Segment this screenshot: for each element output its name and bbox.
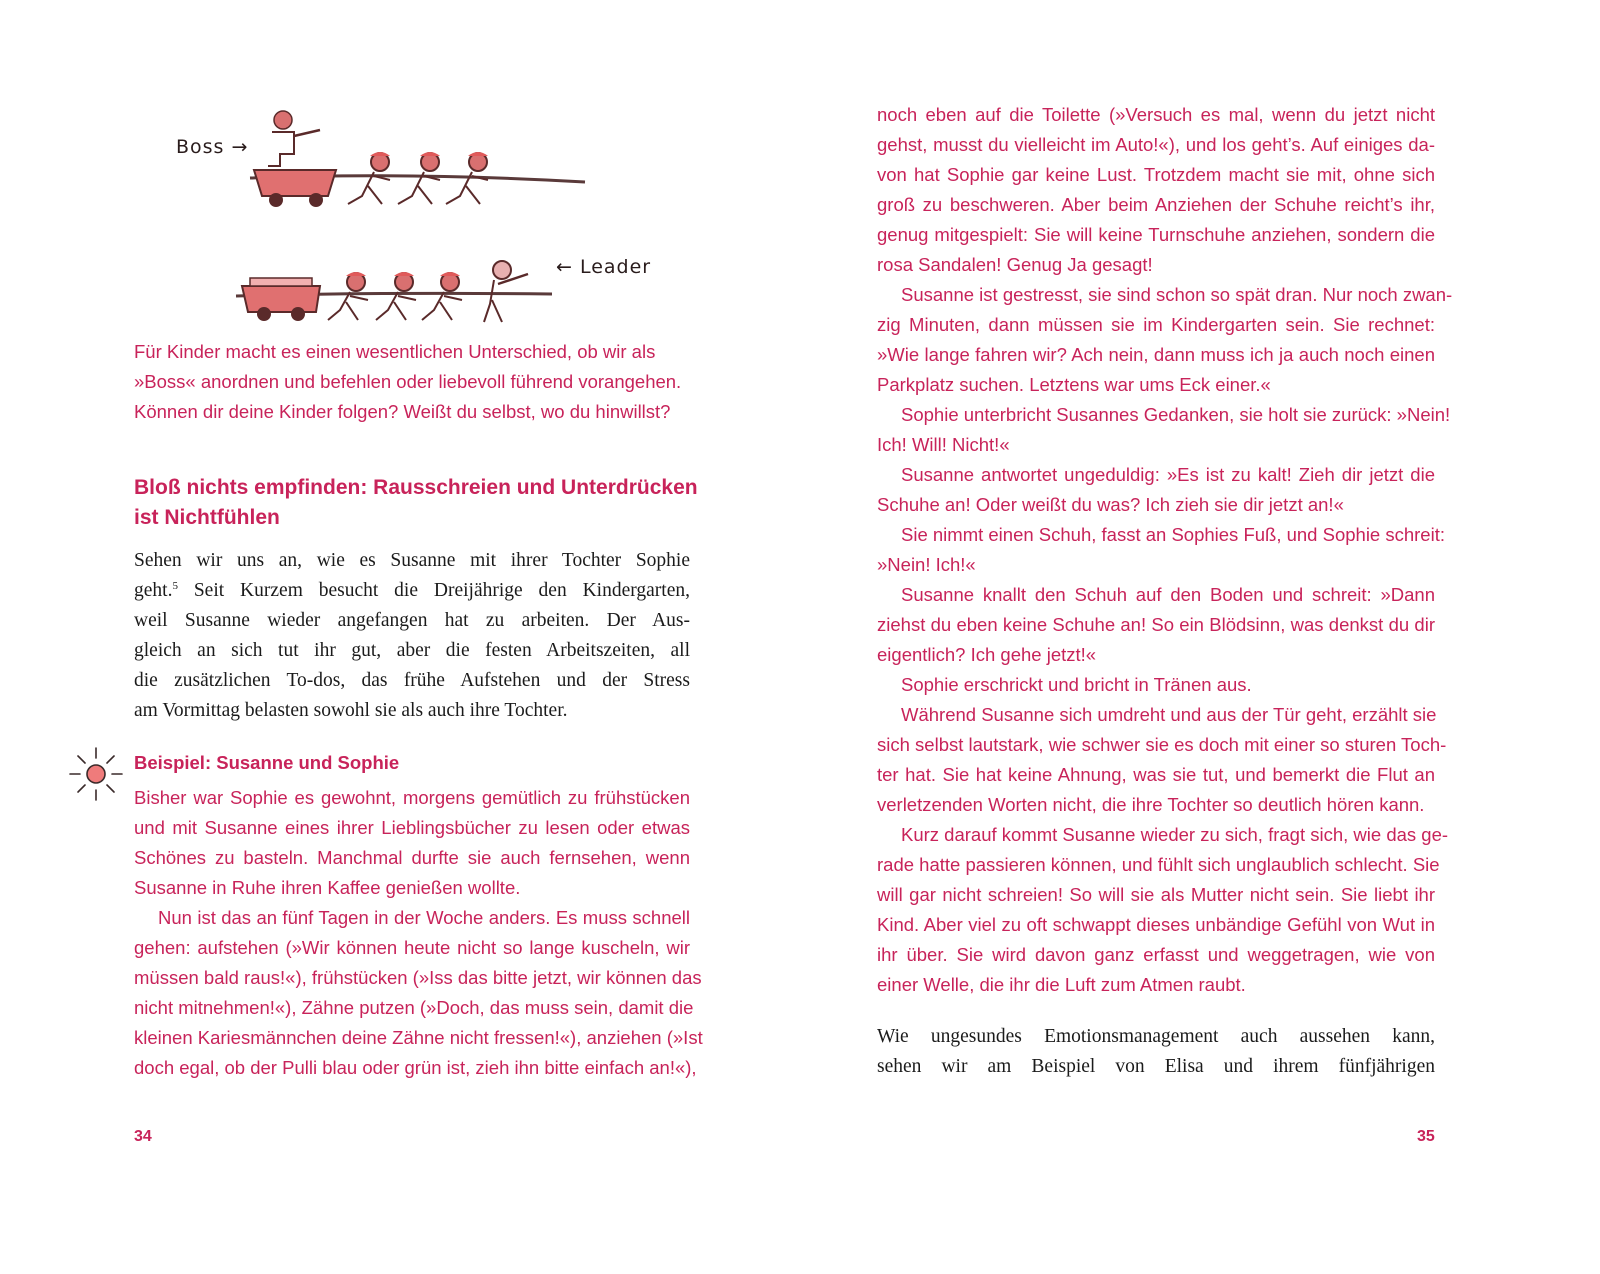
example-title [134, 748, 694, 778]
example-line: »Wie lange fahren wir? Ach nein, dann muss ich ja auch noch einen [877, 344, 1435, 365]
example-line: Parkplatz suchen. Letztens war ums Eck einer.« [877, 374, 1271, 395]
example-line: rosa Sandalen! Genug Ja gesagt! [877, 254, 1153, 275]
right-page [800, 0, 1600, 1274]
example-line: groß zu beschweren. Aber beim Anziehen der Schuhe reicht’s ihr, [877, 194, 1435, 215]
body-line: die zusätzlichen To-dos, das frühe Aufstehen und der Stress [134, 670, 690, 691]
footnote-reference: 5 [172, 580, 178, 592]
example-text-left [134, 783, 703, 1083]
example-line: will gar nicht schreien! So will sie als Mutter nicht sein. Sie liebt ihr [877, 884, 1435, 905]
example-line: Sophie unterbricht Susannes Gedanken, sie holt sie zurück: »Nein! [901, 404, 1451, 425]
boss-illustration [250, 100, 590, 220]
heading-line: ist Nichtfühlen [134, 506, 280, 529]
example-line: und mit Susanne eines ihrer Lieblingsbücher zu lesen oder etwas [134, 817, 690, 838]
example-line: Susanne in Ruhe ihren Kaffee genießen wollte. [134, 877, 521, 898]
example-line: Schönes zu basteln. Manchmal durfte sie auch fernsehen, wenn [134, 847, 690, 868]
example-line: gehst, musst du vielleicht im Auto!«), und los geht’s. Auf einiges da- [877, 134, 1435, 155]
example-line: Bisher war Sophie es gewohnt, morgens gemütlich zu frühstücken [134, 787, 690, 808]
caption-line: Für Kinder macht es einen wesentlichen Unterschied, ob wir als [134, 341, 656, 362]
example-line: Sie nimmt einen Schuh, fasst an Sophies Fuß, und Sophie schreit: [901, 524, 1445, 545]
example-line: Schuhe an! Oder weißt du was? Ich zieh sie dir jetzt an!« [877, 494, 1344, 515]
example-line: Während Susanne sich umdreht und aus der Tür geht, erzählt sie [901, 704, 1437, 725]
example-line: Sophie erschrickt und bricht in Tränen aus. [901, 674, 1252, 695]
example-line: Ich! Will! Nicht!« [877, 434, 1010, 455]
example-line: »Nein! Ich!« [877, 554, 976, 575]
example-line: ter hat. Sie hat keine Ahnung, was sie tut, und bemerkt die Flut an [877, 764, 1435, 785]
heading-line: Bloß nichts empfinden: Rausschreien und Unterdrücken [134, 476, 698, 499]
example-line: zig Minuten, dann müssen sie im Kindergarten sein. Sie rechnet: [877, 314, 1435, 335]
boss-label: Boss → [176, 136, 249, 158]
body-line: am Vormittag belasten sowohl sie als auch ihre Tochter. [134, 700, 568, 721]
example-line: verletzenden Worten nicht, die ihre Tochter so deutlich hören kann. [877, 794, 1425, 815]
body-text: Seit Kurzem besucht die Dreijährige den Kindergarten, [177, 580, 690, 601]
example-title-text: Beispiel: Susanne und Sophie [134, 752, 400, 773]
leader-illustration [236, 244, 556, 334]
example-line: gehen: aufstehen (»Wir können heute nicht so lange kuscheln, wir [134, 937, 690, 958]
body-text: geht. [134, 580, 173, 601]
body-line: weil Susanne wieder angefangen hat zu arbeiten. Der Aus- [134, 610, 690, 631]
body-line: gleich an sich tut ihr gut, aber die festen Arbeitszeiten, all [134, 640, 690, 661]
leader-label: ← Leader [556, 256, 652, 278]
example-text-right [877, 100, 1453, 1000]
illustration-caption [134, 337, 694, 427]
example-line: noch eben auf die Toilette (»Versuch es mal, wenn du jetzt nicht [877, 104, 1435, 125]
caption-line: Können dir deine Kinder folgen? Weißt du selbst, wo du hinwillst? [134, 401, 671, 422]
body-line: Wie ungesundes Emotionsmanagement auch aussehen kann, [877, 1026, 1435, 1047]
example-line: doch egal, ob der Pulli blau oder grün ist, zieh ihn bitte einfach an!«), [134, 1057, 697, 1078]
caption-line: »Boss« anordnen und befehlen oder liebevoll führend vorangehen. [134, 371, 682, 392]
page-number-right: 35 [1417, 1128, 1435, 1145]
example-line: einer Welle, die ihr die Luft zum Atmen raubt. [877, 974, 1246, 995]
body-paragraph-right [877, 1022, 1435, 1082]
example-line: eigentlich? Ich gehe jetzt!« [877, 644, 1097, 665]
example-line: von hat Sophie gar keine Lust. Trotzdem macht sie mit, ohne sich [877, 164, 1435, 185]
section-heading [134, 473, 698, 533]
example-burst-icon [66, 744, 126, 804]
example-line: Susanne ist gestresst, sie sind schon so spät dran. Nur noch zwan- [901, 284, 1453, 305]
example-line: Susanne antwortet ungeduldig: »Es ist zu kalt! Zieh dir jetzt die [901, 464, 1435, 485]
body-paragraph [134, 546, 690, 726]
page-number-left: 34 [134, 1128, 152, 1145]
example-line: kleinen Kariesmännchen deine Zähne nicht fressen!«), anziehen (»Ist [134, 1027, 703, 1048]
body-line: Sehen wir uns an, wie es Susanne mit ihrer Tochter Sophie [134, 550, 690, 571]
example-line: ihr über. Sie wird davon ganz erfasst und weggetragen, wie von [877, 944, 1435, 965]
example-line: rade hatte passieren können, und fühlt sich unglaublich schlecht. Sie [877, 854, 1440, 875]
example-line: nicht mitnehmen!«), Zähne putzen (»Doch, das muss sein, damit die [134, 997, 694, 1018]
example-line: Kind. Aber viel zu oft schwappt dieses unbändige Gefühl von Wut in [877, 914, 1435, 935]
example-line: genug mitgespielt: Sie will keine Turnschuhe anziehen, sondern die [877, 224, 1435, 245]
example-line: müssen bald raus!«), frühstücken (»Iss das bitte jetzt, wir können das [134, 967, 702, 988]
body-line [134, 576, 690, 606]
example-line: ziehst du eben keine Schuhe an! So ein Blödsinn, was denkst du dir [877, 614, 1435, 635]
body-line: sehen wir am Beispiel von Elisa und ihrem fünfjährigen [877, 1056, 1435, 1077]
example-line: sich selbst lautstark, wie schwer sie es doch mit einer so sturen Toch- [877, 734, 1447, 755]
example-line: Susanne knallt den Schuh auf den Boden und schreit: »Dann [901, 584, 1435, 605]
example-line: Nun ist das an fünf Tagen in der Woche anders. Es muss schnell [158, 907, 690, 928]
example-line: Kurz darauf kommt Susanne wieder zu sich, fragt sich, wie das ge- [901, 824, 1449, 845]
